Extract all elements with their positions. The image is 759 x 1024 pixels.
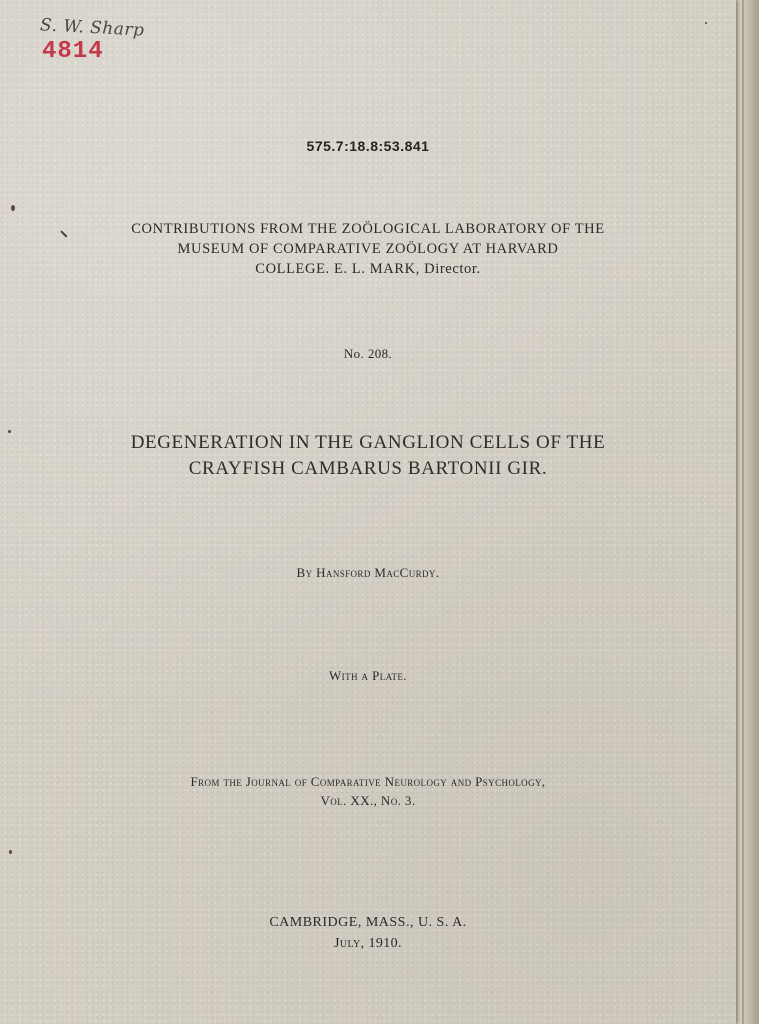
series-number: No. 208. — [343, 346, 393, 361]
imprint-place: CAMBRIDGE, MASS., U. S. A. — [269, 915, 467, 930]
paper-speck — [9, 850, 12, 854]
contributions-line-1: CONTRIBUTIONS FROM THE ZOÖLOGICAL LABORATORY OF THE — [131, 221, 605, 237]
contributions-line-3: COLLEGE. E. L. MARK, Director. — [255, 261, 481, 277]
article-title — [0, 430, 736, 482]
contributions-line-2: MUSEUM OF COMPARATIVE ZOÖLOGY AT HARVARD — [177, 241, 559, 257]
title-line-2: CRAYFISH CAMBARUS BARTONII GIR. — [188, 458, 548, 479]
contributions-heading — [0, 219, 736, 279]
paper-speck — [8, 430, 11, 433]
plate-note: With a Plate. — [329, 668, 407, 683]
paper-speck — [11, 205, 15, 211]
title-line-1: DEGENERATION IN THE GANGLION CELLS OF THE — [130, 432, 606, 453]
journal-source — [0, 772, 736, 810]
back-sheet-shadow — [742, 0, 744, 1024]
source-line-1: From the Journal of Comparative Neurology and Psychology, — [190, 774, 546, 789]
handwritten-signature: S. W. Sharp — [39, 15, 145, 41]
author-byline: By Hansford MacCurdy. — [296, 565, 440, 580]
source-line-2: Vol. XX., No. 3. — [320, 793, 416, 808]
classification-number: 575.7:18.8:53.841 — [306, 138, 430, 154]
paper-speck — [705, 22, 707, 24]
accession-number-stamp: 4814 — [42, 38, 104, 65]
imprint — [0, 912, 736, 954]
imprint-date: July, 1910. — [334, 936, 402, 951]
